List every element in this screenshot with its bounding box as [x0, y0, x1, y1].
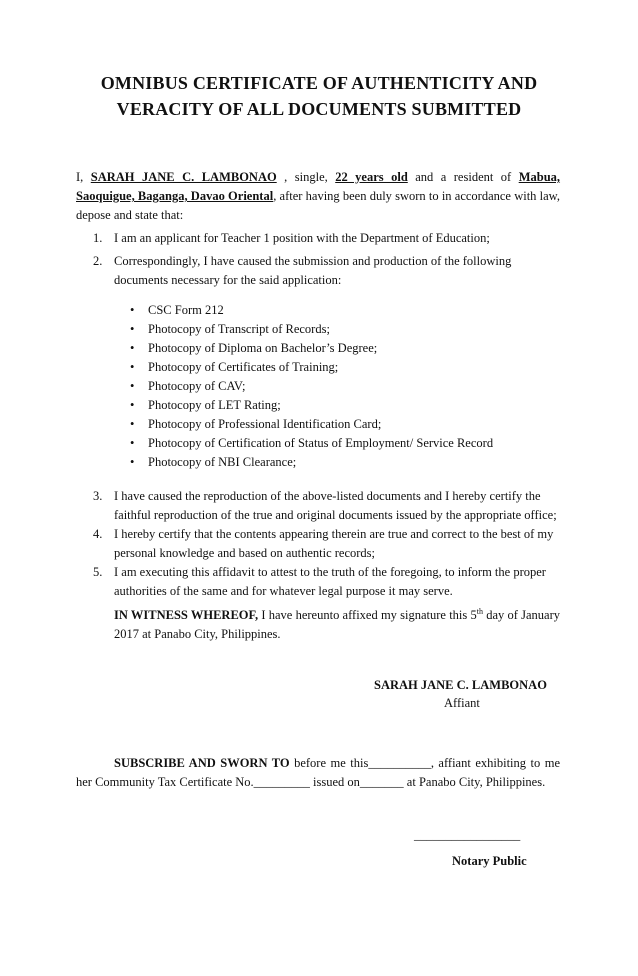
jurat-text: before me this__________, affiant exhibiting to me her Community Tax Certificate No._________ issued on_______ at Panabo City, Philippines. [76, 756, 560, 789]
notary-label: Notary Public [452, 854, 527, 868]
list-item: I am executing this affidavit to attest to the truth of the foregoing, to inform the proper authorities of the same and for whatever legal purpose it may serve. [114, 565, 546, 598]
intro-prefix: I, [76, 170, 91, 184]
title-line-2: VERACITY OF ALL DOCUMENTS SUBMITTED [116, 99, 522, 119]
affiant-age: 22 years old [335, 170, 408, 184]
bullet-icon: • [130, 322, 135, 336]
witness-ordinal: th [476, 606, 483, 616]
bullet-item: Photocopy of LET Rating; [148, 398, 281, 412]
witness-heading: IN WITNESS WHEREOF, [114, 608, 259, 622]
list-item: I hereby certify that the contents appearing therein are true and correct to the best of my personal knowledge and based on authentic records; [114, 527, 554, 560]
bullet-icon: • [130, 455, 135, 469]
bullet-item: Photocopy of Transcript of Records; [148, 322, 330, 336]
witness-text-2: day of January 2017 at Panabo City, Philippines. [114, 608, 561, 641]
intro-suffix: , after having been duly sworn to in accordance with law, depose and state that: [76, 189, 560, 222]
affiant-name-inline: SARAH JANE C. LAMBONAO [90, 170, 277, 184]
bullet-icon: • [130, 360, 135, 374]
affiant-label: Affiant [444, 696, 480, 710]
list-item: I am an applicant for Teacher 1 position with the Department of Education; [114, 231, 490, 245]
bullet-icon: • [130, 398, 135, 412]
jurat-paragraph [76, 754, 560, 792]
item-number: 3. [93, 489, 103, 503]
item-number: 1. [93, 231, 103, 245]
list-item: Correspondingly, I have caused the submission and production of the following documents necessary for the said application: [114, 254, 512, 287]
bullet-item: CSC Form 212 [148, 303, 224, 317]
item-number: 2. [93, 254, 103, 268]
jurat-heading: SUBSCRIBE AND SWORN TO [114, 756, 290, 770]
notary-signature-line: _________________ [414, 828, 521, 842]
bullet-icon: • [130, 379, 135, 393]
bullet-item: Photocopy of Certificates of Training; [148, 360, 339, 374]
document-title [60, 70, 578, 122]
affiant-signature-name: SARAH JANE C. LAMBONAO [374, 678, 547, 692]
affiant-address: Mabua, Saoquigue, Baganga, Davao Oriental [76, 170, 561, 203]
bullet-item: Photocopy of Diploma on Bachelor’s Degree; [148, 341, 378, 355]
bullet-item: Photocopy of Certification of Status of Employment/ Service Record [148, 436, 494, 450]
item-number: 4. [93, 527, 103, 541]
title-line-1: OMNIBUS CERTIFICATE OF AUTHENTICITY AND [100, 73, 538, 93]
bullet-icon: • [130, 303, 135, 317]
bullet-icon: • [130, 341, 135, 355]
item-number: 5. [93, 565, 103, 579]
bullet-item: Photocopy of NBI Clearance; [148, 455, 297, 469]
intro-mid-1: , single, [276, 170, 336, 184]
bullet-icon: • [130, 417, 135, 431]
bullet-item: Photocopy of CAV; [148, 379, 246, 393]
bullet-icon: • [130, 436, 135, 450]
intro-mid-2: and a resident of [407, 170, 519, 184]
list-item: I have caused the reproduction of the above-listed documents and I hereby certify the faithful reproduction of the true and original documents issued by the appropriate office; [114, 489, 557, 522]
witness-paragraph [114, 606, 560, 644]
intro-paragraph [76, 168, 560, 225]
witness-text-1: I have hereunto affixed my signature this 5 [258, 608, 477, 622]
bullet-item: Photocopy of Professional Identification Card; [148, 417, 382, 431]
